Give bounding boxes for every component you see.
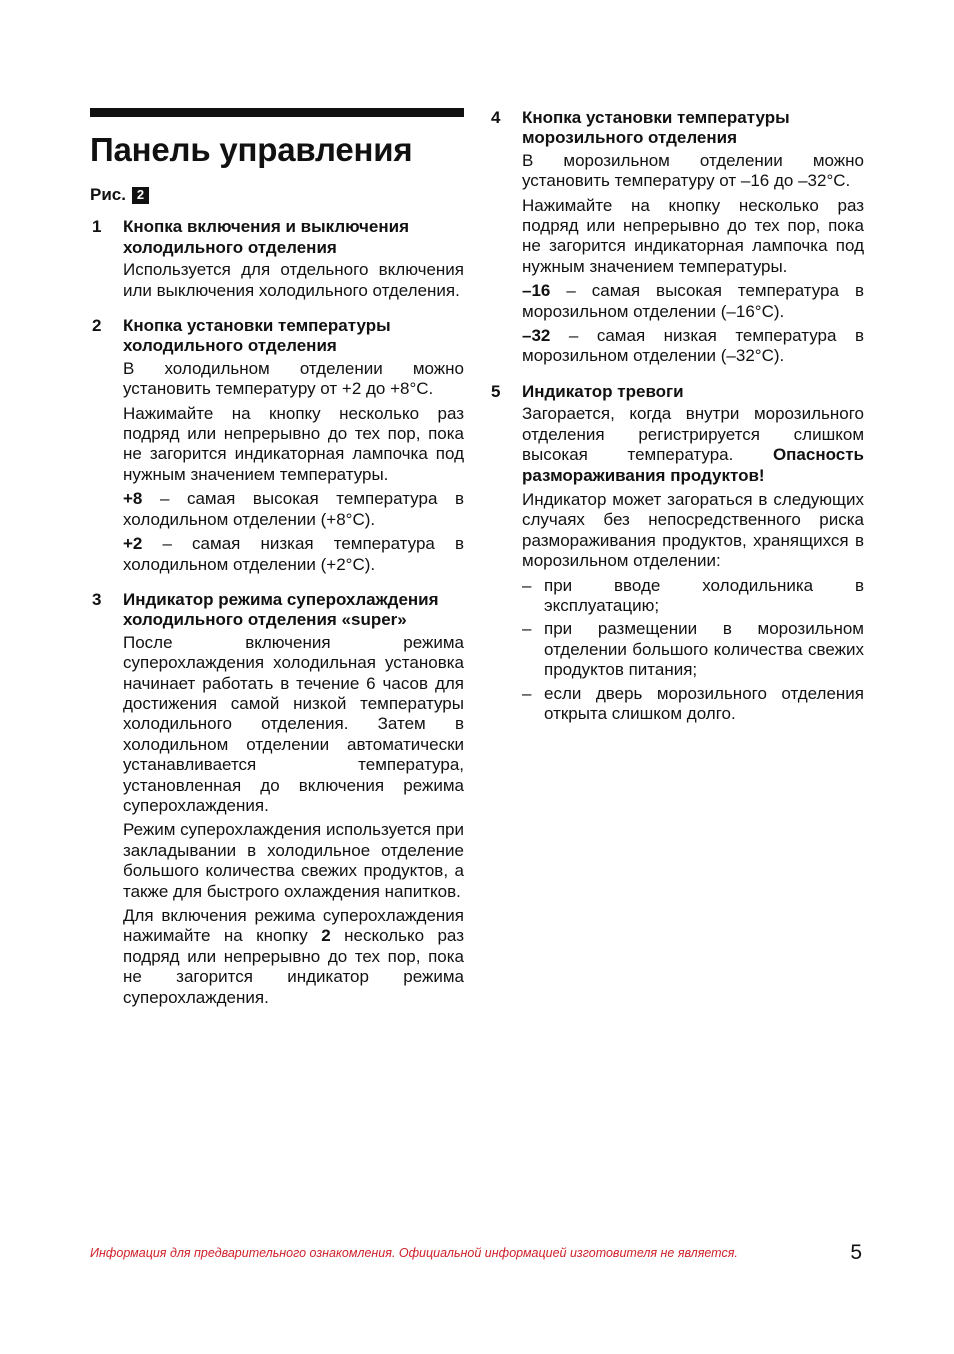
figure-number-badge: 2 xyxy=(132,187,149,204)
section-4 xyxy=(489,108,864,367)
left-column xyxy=(90,108,464,1023)
value-label: +8 xyxy=(123,489,143,509)
section-heading xyxy=(489,108,864,149)
page-title: Панель управления xyxy=(90,131,413,168)
section-heading xyxy=(90,217,464,258)
value-text: – самая высокая температура в холодильном отделении (+8°C). xyxy=(123,489,464,529)
bullet-dash: – xyxy=(522,619,532,639)
paragraph: Нажимайте на кнопку несколько раз подряд или непрерывно до тех пор, пока не загорится индикаторная лампочка под нужным значением температуры. xyxy=(522,195,864,276)
value-line xyxy=(123,534,464,575)
section-body xyxy=(123,633,464,1008)
button-reference: 2 xyxy=(321,926,331,946)
section-title: Кнопка установки температуры морозильного отделения xyxy=(522,108,790,148)
section-1 xyxy=(90,217,464,301)
figure-reference xyxy=(90,185,464,205)
value-text: – самая низкая температура в морозильном отделении (–32°C). xyxy=(522,326,864,366)
section-number: 1 xyxy=(92,217,102,237)
paragraph: Нажимайте на кнопку несколько раз подряд или непрерывно до тех пор, пока не загорится индикаторная лампочка под нужным значением температуры. xyxy=(123,403,464,484)
text-run: несколько раз подряд или непрерывно до тех пор, пока не загорится индикатор режима суперохлаждения. xyxy=(123,926,464,1007)
section-heading xyxy=(90,590,464,631)
paragraph: Индикатор может загораться в следующих случаях без непосредственного риска размораживания продуктов, хранящихся в морозильном отделении: xyxy=(522,489,864,571)
right-column xyxy=(489,108,864,739)
section-2 xyxy=(90,316,464,575)
section-number: 3 xyxy=(92,589,102,609)
section-title: Кнопка включения и выключения холодильного отделения xyxy=(123,217,409,257)
value-label: +2 xyxy=(123,534,143,554)
section-body xyxy=(123,260,464,301)
list-item-text: при вводе холодильника в эксплуатацию; xyxy=(544,575,864,615)
list-item-text: при размещении в морозильном отделении большого количества свежих продуктов питания; xyxy=(544,619,864,680)
value-line xyxy=(522,326,864,367)
paragraph xyxy=(123,906,464,1008)
section-body xyxy=(123,359,464,575)
text-run: Загорается, когда внутри морозильного отделения регистрируется слишком высокая температура. xyxy=(522,404,864,465)
section-title: Индикатор режима суперохлаждения холодильного отделения «super» xyxy=(123,589,439,630)
section-heading xyxy=(90,316,464,357)
warning-text: Опасность размораживания продуктов! xyxy=(522,445,864,485)
paragraph: После включения режима суперохлаждения холодильная установка начинает работать в течение 6 часов для достижения самой низкой температуры холодильного отделения. Затем в холодильном отделении автоматически устанавливается температура, установленная до включения режима суперохлаждения. xyxy=(123,632,464,815)
value-line xyxy=(123,489,464,530)
list-item xyxy=(522,684,864,725)
list-item xyxy=(522,619,864,680)
bullet-dash: – xyxy=(522,683,532,703)
section-heading xyxy=(489,382,864,402)
section-title: Индикатор тревоги xyxy=(522,381,684,401)
section-5 xyxy=(489,382,864,725)
figure-label: Рис. xyxy=(90,185,126,204)
text-run: Для включения режима суперохлаждения нажимайте на кнопку xyxy=(123,906,464,946)
section-3 xyxy=(90,590,464,1008)
section-body xyxy=(522,404,864,724)
list-item xyxy=(522,576,864,617)
section-number: 2 xyxy=(92,316,102,336)
paragraph: Режим суперохлаждения используется при закладывании в холодильное отделение большого количества свежих продуктов, а также для быстрого охлаждения напитков. xyxy=(123,820,464,901)
page-number: 5 xyxy=(850,1241,862,1264)
bullet-dash: – xyxy=(522,575,532,595)
section-title: Кнопка установки температуры холодильного отделения xyxy=(123,316,391,356)
list-item-text: если дверь морозильного отделения открыта слишком долго. xyxy=(544,683,864,723)
paragraph: В морозильном отделении можно установить температуру от –16 до –32°C. xyxy=(522,150,864,191)
paragraph: Используется для отдельного включения или выключения холодильного отделения. xyxy=(123,260,464,300)
value-line xyxy=(522,281,864,322)
footer-disclaimer: Информация для предварительного ознакомления. Официальной информацией изготовителя не является. xyxy=(90,1246,738,1260)
value-text: – самая низкая температура в холодильном отделении (+2°C). xyxy=(123,534,464,574)
value-text: – самая высокая температура в морозильном отделении (–16°C). xyxy=(522,281,864,321)
section-body xyxy=(522,151,864,367)
title-rule xyxy=(90,108,464,117)
paragraph xyxy=(522,404,864,486)
value-label: –32 xyxy=(522,326,551,346)
section-number: 4 xyxy=(491,108,501,127)
value-label: –16 xyxy=(522,281,551,301)
paragraph: В холодильном отделении можно установить температуру от +2 до +8°C. xyxy=(123,358,464,399)
section-number: 5 xyxy=(491,381,501,401)
